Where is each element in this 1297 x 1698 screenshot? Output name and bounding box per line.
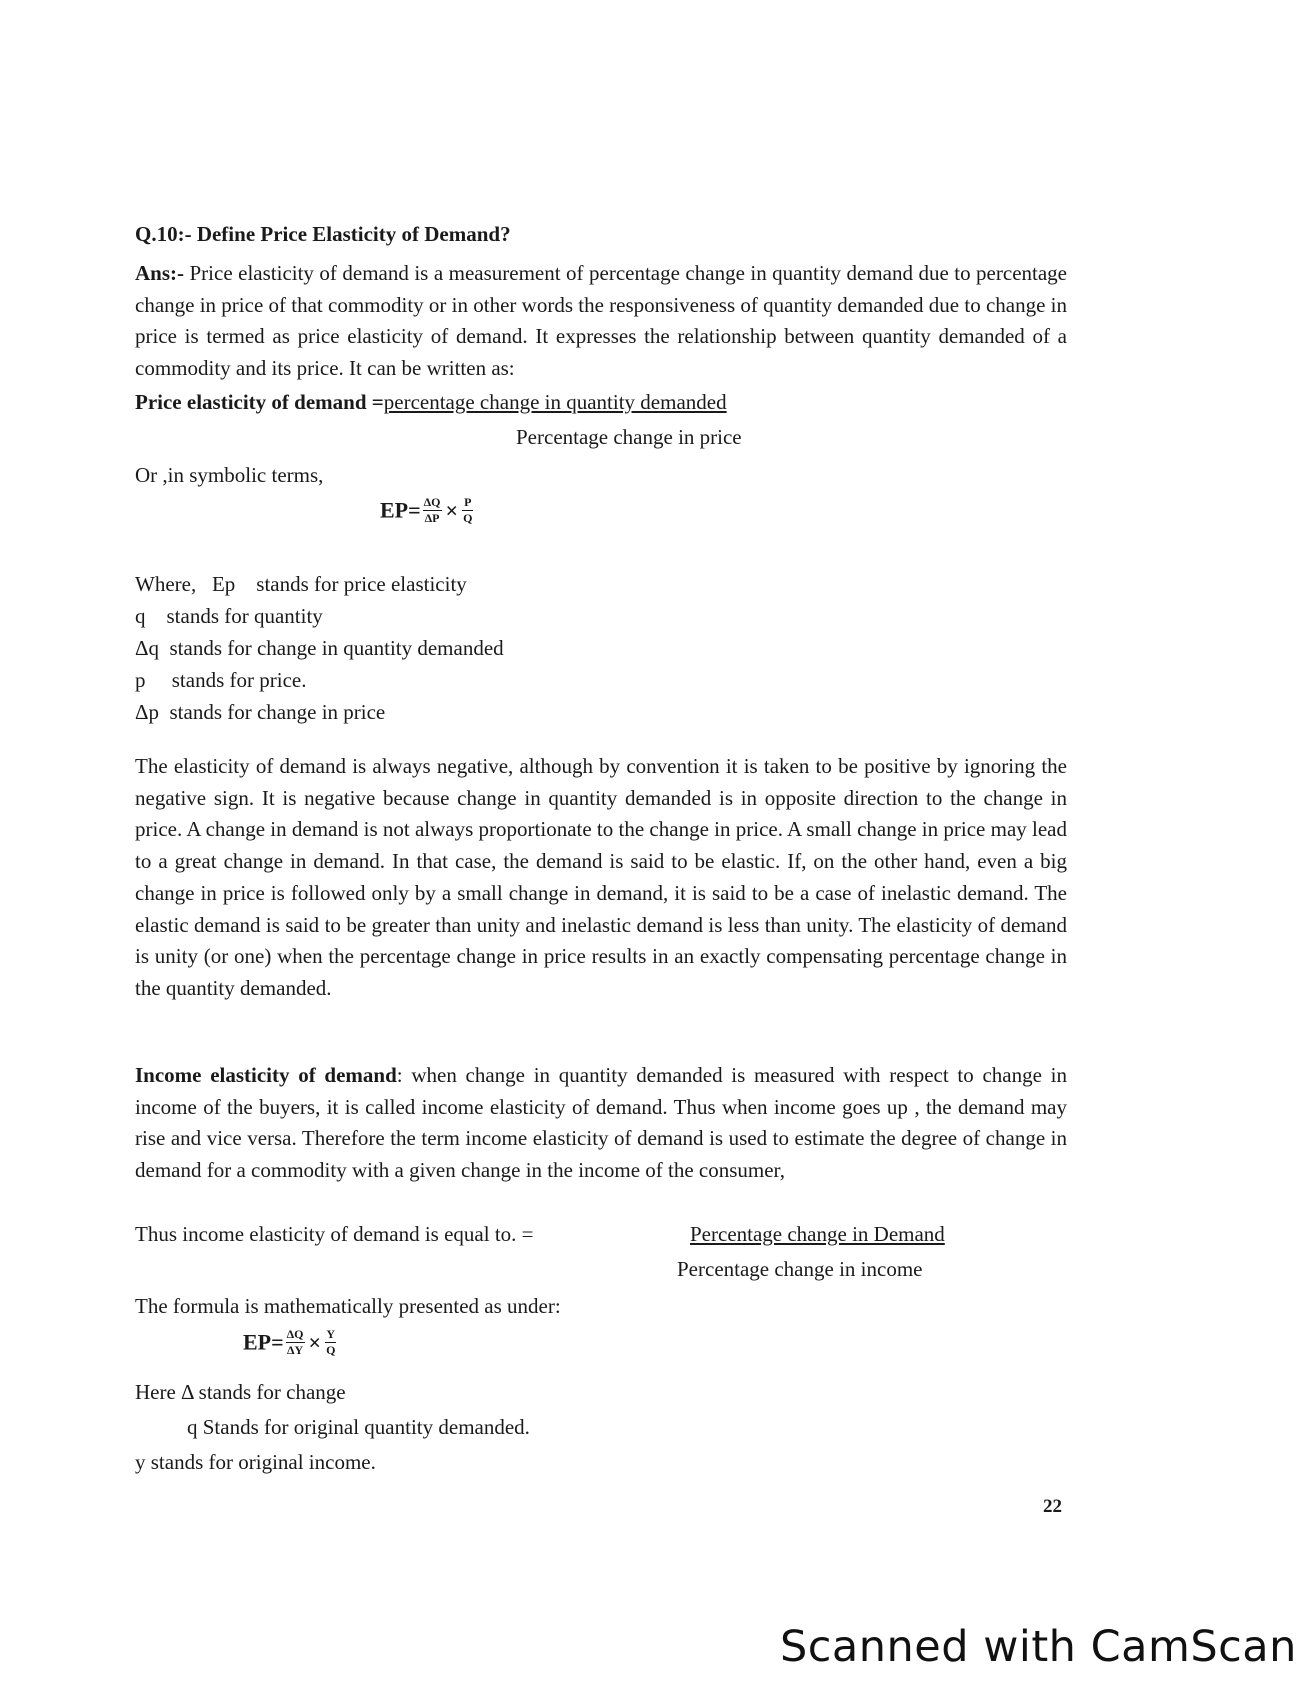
price-elasticity-denominator: Percentage change in price	[516, 425, 742, 449]
definition-p: p stands for price.	[135, 668, 307, 692]
income-elasticity-formula	[243, 1327, 338, 1358]
symbolic-intro: Or ,in symbolic terms,	[135, 463, 324, 487]
price-elasticity-formula-line	[135, 390, 727, 415]
fraction-dq-dy: $\frac{\Delta Q}{\Delta Y}$	[286, 1327, 304, 1357]
income-formula-intro: The formula is mathematically presented as under:	[135, 1294, 561, 1318]
times-sign: ×	[445, 497, 459, 523]
income-times-sign: ×	[308, 1329, 322, 1355]
income-thus-label: Thus income elasticity of demand is equal to. =	[135, 1222, 534, 1246]
page-number: 22	[1043, 1496, 1062, 1517]
answer-label: Ans:-	[135, 261, 185, 285]
camscanner-watermark: Scanned with CamScan	[780, 1622, 1297, 1672]
fraction-y-q: $\frac{Y}{Q}$	[326, 1327, 336, 1357]
note-delta: Here Δ stands for change	[135, 1380, 346, 1404]
negative-elasticity-paragraph: The elasticity of demand is always negative, although by convention it is taken to be positive by ignoring the negative sign. It is negative because change in quantity demanded is in opposite direction to the change in price. A change in demand is not always proportionate to the change in price. A small change in price may lead to a great change in demand. In that case, the demand is said to be elastic. If, on the other hand, even a big change in price is followed only by a small change in demand, it is said to be a case of inelastic demand. The elastic demand is said to be greater than unity and inelastic demand is less than unity. The elasticity of demand is unity (or one) when the percentage change in price results in an exactly compensating percentage change in the quantity demanded.	[135, 754, 1067, 1000]
price-elasticity-numerator: percentage change in quantity demanded	[383, 390, 727, 414]
answer-text: Price elasticity of demand is a measurement of percentage change in quantity demand due to percentage change in price of that commodity or in other words the responsiveness of quantity demanded due to change in price is termed as price elasticity of demand. It expresses the relationship between quantity demanded of a commodity and its price. It can be written as:	[135, 261, 1067, 381]
income-heading: Income elasticity of demand	[135, 1063, 397, 1087]
answer-paragraph	[135, 258, 1067, 385]
income-formula-lhs: EP=	[243, 1329, 284, 1355]
income-elasticity-paragraph	[135, 1060, 1067, 1187]
income-denominator: Percentage change in income	[677, 1257, 923, 1281]
price-elasticity-symbolic-formula	[380, 495, 475, 526]
income-text: : when change in quantity demanded is measured with respect to change in income of the buyers, it is called income elasticity of demand. Thus when income goes up , the demand may rise and vice versa. Therefore the term income elasticity of demand is used to estimate the degree of change in demand for a commodity with a given change in the income of the consumer,	[135, 1063, 1067, 1183]
definition-ep: Where, Ep stands for price elasticity	[135, 572, 467, 596]
definition-q: q stands for quantity	[135, 604, 323, 628]
price-elasticity-label: Price elasticity of demand =	[135, 390, 384, 414]
fraction-p-q: $\frac{P}{Q}$	[463, 495, 473, 525]
question-title: Q.10:- Define Price Elasticity of Demand?	[135, 222, 511, 246]
formula-lhs: EP=	[380, 497, 421, 523]
note-y: y stands for original income.	[135, 1450, 376, 1474]
fraction-dq-dp: $\frac{\Delta Q}{\Delta P}$	[423, 495, 441, 525]
definition-delta-p: Δp stands for change in price	[135, 700, 386, 724]
definition-delta-q: Δq stands for change in quantity demanded	[135, 636, 504, 660]
income-numerator: Percentage change in Demand	[690, 1222, 945, 1246]
note-q: q Stands for original quantity demanded.	[187, 1415, 530, 1439]
